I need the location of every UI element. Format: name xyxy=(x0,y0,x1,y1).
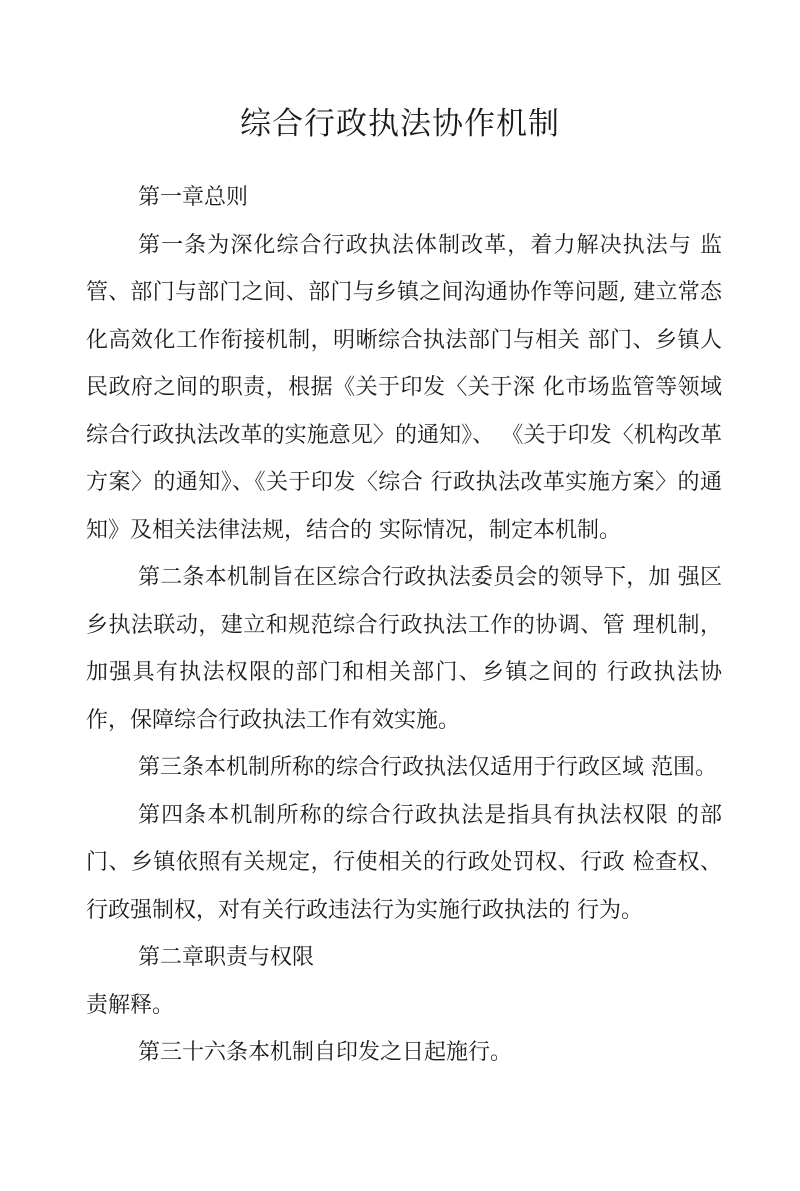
article-1: 第一条为深化综合行政执法体制改革，着力解决执法与 监管、部门与部门之间、部门与乡镇之间沟通协作等问题, 建立常态化高效化工作衔接机制，明晰综合执法部门与相关 部门、乡镇人民政府之间的职责，根据《关于印发〈关于深 化市场监管等领域综合行政执法改革的实施意见〉的通知》、 《关于印发〈机构改革方案〉的通知》、《关于印发〈综合 行政执法改革实施方案〉的通知》及相关法律法规，结合的 实际情况，制定本机制。 xyxy=(86,232,722,543)
fragment-line: 责解释。 xyxy=(86,992,175,1018)
article-2: 第二条本机制旨在区综合行政执法委员会的领导下，加 强区乡执法联动，建立和规范综合行政执法工作的协调、管 理机制，加强具有执法权限的部门和相关部门、乡镇之间的 行政执法协作，保障综合行政执法工作有效实施。 xyxy=(86,565,722,733)
article-4: 第四条本机制所称的综合行政执法是指具有执法权限 的部门、乡镇依照有关规定，行使相关的行政处罚权、行政 检查权、行政强制权，对有关行政违法行为实施行政执法的 行为。 xyxy=(86,802,722,923)
chapter-heading-1: 第一章总则 xyxy=(138,185,249,210)
article-3: 第三条本机制所称的综合行政执法仅适用于行政区域 范围。 xyxy=(138,755,717,780)
document-body xyxy=(86,174,722,1077)
document-title: 综合行政执法协作机制 xyxy=(240,106,560,142)
chapter-heading-2: 第二章职责与权限 xyxy=(138,945,315,970)
article-36: 第三十六条本机制自印发之日起施行。 xyxy=(138,1040,513,1065)
